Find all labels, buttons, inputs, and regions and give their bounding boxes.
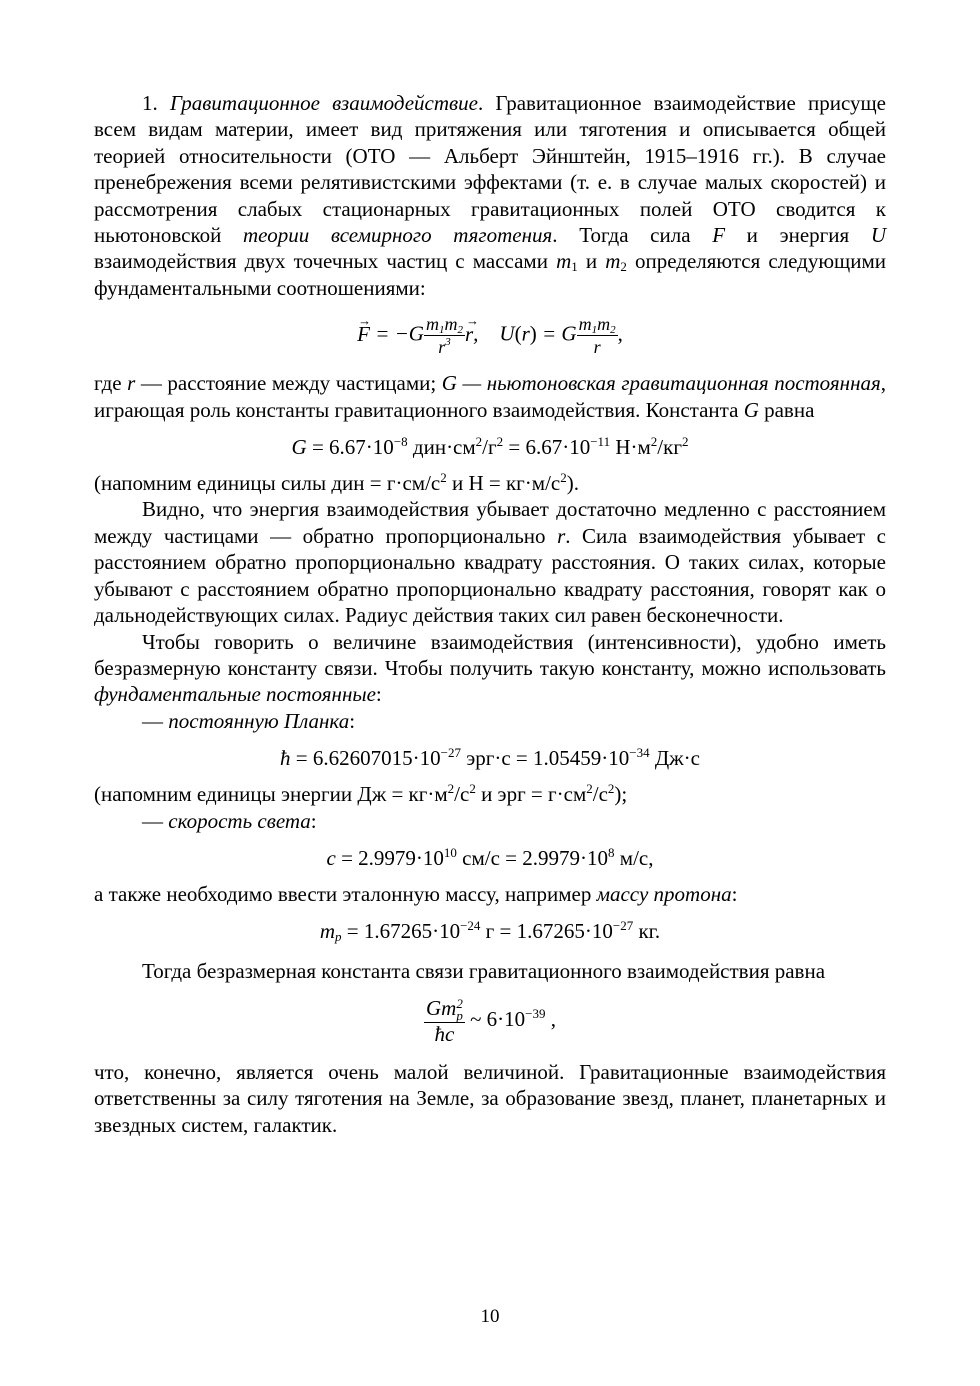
paragraph-reference-mass: а также необходимо ввести эталонную массу, например массу протона: (94, 881, 738, 906)
paragraph-conclusion: что, конечно, является очень малой величиной. Гравитационные взаимодействия ответственны за силу тяготения на Земле, за образование звезд, планет, планетарных и звездных систем, галактик. (94, 1059, 886, 1137)
equation-coupling-value: Gm 2 p ħc ~ $6\cdot 10^{-39}$ , (425, 995, 557, 1046)
page-number: 10 (480, 1306, 500, 1327)
equation-proton-mass: $m_p = 1.67265\cdot 10^{-24}$ $г = 1.67265\cdot 10^{-27}$ кг. (319, 918, 661, 945)
paragraph-force-units: (напомним единицы силы дин = $г\cdot см/с^2$ и $Н = кг\cdot м/с^2$). (94, 470, 579, 496)
list-item-planck: — постоянную Планка: (142, 708, 356, 733)
paragraph-gravitational: 1. Гравитационное взаимодействие. Гравитационное взаимодействие присуще всем видам материи, имеет вид притяжения или тяготения и описывается общей теорией относительности (ОТО — Альберт Эйнштейн, 1915–1916 гг.). В случае пренебрежения всеми релятивистскими эффектами (т. е. в случае малых скоростей) и рассмотрения слабых стационарных гравитационных полей ОТО сводится к ньютоновской теории всемирного тяготения. Тогда сила F и энергия U взаимодействия двух точечных частиц с массами $m_1$ и $m_2$ определяются следующими фундаментальными соотношениями: (94, 91, 886, 300)
equation-speed-of-light: $c = 2.9979\cdot 10^{10}$ $см/с = 2.9979\cdot 10^8$ м/с, (326, 844, 654, 870)
paragraph-dimensionless-constant: Тогда безразмерная константа связи гравитационного взаимодействия равна (142, 959, 826, 984)
section-title: Гравитационное взаимодействие (169, 91, 478, 115)
paragraph-energy-units: (напомним единицы энергии Дж = $кг\cdot м^2/с^2$ и эрг = $г\cdot см^2/с^2$); (94, 781, 628, 807)
paragraph-coupling-constant: Чтобы говорить о величине взаимодействия (интенсивности), удобно иметь безразмерную константу связи. Чтобы получить такую константу, можно использовать фундаментальные постоянные: (94, 629, 886, 707)
equation-newton-force-energy: → F = −G $\frac{m_1m_2}{r^3}$ → r, U(r) = G $\frac{m_1m_2}{r}$ , (94, 313, 886, 358)
list-item-speed-of-light: — скорость света: (142, 808, 317, 833)
page-body (94, 90, 886, 1138)
paragraph-where-r: где r — расстояние между частицами; G — ньютоновская гравитационная постоянная, играющая роль константы гравитационного взаимодействия. Константа G равна (94, 371, 887, 422)
equation-G-value: $G = 6.67\cdot 10^{-8}$ $дин\cdot см^2/г^2 = 6.67\cdot 10^{-11}$ $Н\cdot м^2/кг^2$ (291, 434, 689, 460)
equation-planck: ħ = $6.62607015\cdot 10^{-27}$ $эрг\cdot с = 1.05459\cdot 10^{-34}$ Дж·с (280, 745, 700, 771)
paragraph-energy-decrease: Видно, что энергия взаимодействия убывает достаточно медленно с расстоянием между частицами — обратно пропорционально r. Сила взаимодействия убывает с расстоянием обратно пропорционально квадрату расстояния. О таких силах, которые убывают с расстоянием обратно пропорционально квадрату расстояния, говорят как о дальнодействующих силах. Радиус действия таких сил равен бесконечности. (94, 497, 886, 628)
